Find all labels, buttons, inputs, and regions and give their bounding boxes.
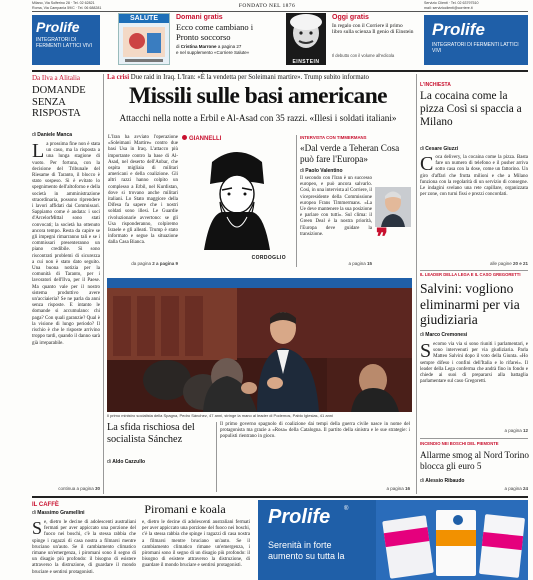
quote-icon: ❞ [376,224,388,249]
allarme-rule [420,438,528,439]
sanchez-byline: di Aldo Cazzullo [107,459,146,465]
promo-prolife-left[interactable] [32,15,100,65]
salute-tag: Domani gratis [176,14,223,21]
left-col-byline: di Daniele Manca [32,132,73,138]
lead-kicker: La crisi Due raid in Iraq. L'Iran: «È la vendetta per Soleimani martire». Trump subito informato [107,74,369,81]
sanchez-divider [216,422,217,492]
masthead-left-info: Milano, Via Solferino 28 · Tel. 02 62821 Roma, Via Campania 59/C · Tel. 06 688281 [32,1,102,10]
cocaina-kicker: L'INCHIESTA [420,82,451,88]
interview-byline: di Paolo Valentino [300,168,343,174]
founded-label: FONDATO NEL 1876 [238,3,296,9]
einstein-portrait [286,13,326,55]
caffe-label: IL CAFFÈ [32,502,59,508]
prolife-logo: Prolife [432,20,485,39]
allarme-kicker: INCENDIO NEI BOSCHI DEL PIEMONTE [420,441,499,446]
left-col-continue[interactable]: continua a pagina 30 [58,486,100,491]
sanchez-headline: La sfida rischiosa del socialista Sánchez [107,422,195,445]
salute-magazine-cover [118,13,170,65]
promo-prolife-bottom[interactable] [258,500,528,580]
interview-headline: «Dal verde a Teheran Cosa può fare l'Europa» [300,143,400,164]
salvini-rule [420,270,528,271]
caffe-headline: Piromani e koala [144,502,226,516]
lead-subhead: Attacchi nella notte a Erbil e Al-Asad con 35 razzi. «Illesi i soldati italiani» [119,113,397,123]
sanchez-continue[interactable]: a pagina 16 [386,486,410,491]
prolife-subtitle: INTEGRATORI DI FERMENTI LATTICI VIVI [432,42,519,54]
left-col-kicker: Da Ilva a Alitalia [32,74,81,82]
timmermans-portrait [375,187,411,227]
left-col-body: La prossima fine non è stata un caso, ma la risposta a una lunga stagione di vuoto. Per fortuna, con la decisione del Tribunale del Riesame di Taranto, il blocco è stato sospeso. Si è evitato lo spegnimento dell'altoforno e della società in amministrazione straordinaria, possono riprendere i lavori affidati dai Commissari. Sappiamo come è andata: i soci d'ArcelorMittal sono stati convocati; la società ha ottenuto ancora tempo. Resta da capire se gli impegni rimarranno tali e se i commissari presenteranno un piano credibile. Si sono riscontrati problemi di sicurezza a cui non è stato dato seguito. Una buona notizia per la comunità di Taranto, per i lavoratori dell'Ilva, per il Paese. Ma quanto vale per il nostro sistema produttivo avere un'acciaieria? Se ne parla da anni senza risposte. E intanto le domande si accumulano: chi paga? Con quali garanzie? Qual è la visione di lungo periodo? Il rischio è che le risposte arrivino troppo tardi, quando il danno sarà già irreparabile. [32,140,100,346]
caffe-dropcap: S [32,518,43,538]
left-col-divider [103,74,104,494]
prolife-bottom-logo: Prolife [268,506,331,528]
caffe-body-2: e, dietro le decine di adolescenti australiani fermati per aver appiccato una porzione del fuoco nei boschi, c'è la stessa rabbia che spinge i ragazzi di casa nostra a filmarsi mentre bruciano un'auto. Se il cambiamento climatico rimane un'emergenza, i piromani sono il segno di un disagio più profondo: il bisogno di esistere attraverso la distruzione, di guardare il mondo bruciare e sentirsi protagonisti. [142,520,250,569]
giannelli-cartoon [182,135,292,267]
interview-kicker: INTERVISTA CON TIMMERMANS [300,135,367,140]
einstein-headline: In regalo con il Corriere il primo libro sulla scienza Il genio di Einstein [332,23,414,36]
prolife-logo: Prolife [36,19,80,35]
einstein-book-cover [286,13,326,65]
cocaina-dropcap: C [420,153,434,175]
bottom-rule [32,496,528,498]
prolife-product-packs [376,500,528,580]
parliament-scene [107,288,412,412]
caffe-body-1: Se, dietro le decine di adolescenti australiani fermati per aver appiccato una porzione del fuoco nei boschi, c'è la stessa rabbia che spinge i ragazzi di casa nostra a filmarsi mentre bruciano un'auto. Se il cambiamento climatico rimane un'emergenza, i piromani sono il segno di un disagio più profondo: il bisogno di esistere attraverso la distruzione, di guardare il mondo bruciare e sentirsi protagonisti. [32,518,136,575]
registered-icon: ® [344,506,349,512]
sanchez-body: Il primo governo spagnolo di coalizione dai tempi della guerra civile nasce in nome del protagonista ma grazie a «Rosa» della Catalogna. Il partito della sinistra e le sue strategie: i populisti rientrano in gioco. [220,422,410,440]
spagna-photo [107,288,412,412]
salute-extra: e nel supplemento «Corriere Salute» [176,50,250,55]
teaser-einstein[interactable] [286,13,414,67]
salvini-dropcap: S [420,340,432,362]
giannelli-label: GIANNELLI [182,135,292,142]
salvini-headline: Salvini: vogliono eliminarmi per via giudiziaria [420,281,520,327]
cocaina-body: Coca delivery, la cocaina come la pizza. Basta fare un numero di telefono e il pusher arriva sotto casa con la dose, come un fattorino. Un giro d'affari che frutta milioni e che a Milano funziona con la regolarità di un servizio di consegne. Le indagini svelano una rete capillare, organizzata per zone, con turni fissi e prezzi concordati. [420,153,528,198]
allarme-byline: di Alessio Ribaudo [420,478,465,484]
einstein-tag: Oggi gratis [332,14,369,21]
giannelli-caption: CORDOGLIO [251,255,286,261]
left-col-title: DOMANDE SENZA RISPOSTA [32,85,86,119]
lead-continue[interactable]: da pagina 2 a pagina 9 [131,261,178,266]
salvini-byline: di Marco Cremonesi [420,332,468,338]
salute-magazine-title: SALUTE [119,14,169,23]
einstein-image-label: EINSTEIN [292,59,320,65]
salute-headline: Ecco come cambiano i Pronto soccorso [176,22,254,42]
allarme-continue[interactable]: a pagina 24 [504,486,528,491]
teaser-salute[interactable] [118,13,270,67]
interview-body: Il secondo con l'Iran è un successo europeo, e può ancora salvarlo. Così, in una intervista al Corriere, il vicepresidente della Commissione europea Frans Timmermans. «La Ue deve mantenere la sua posizione e parlare con tutti». Sul clima: il Green Deal è la nostra priorità, l'Europa deve guidare la transizione. [300,176,372,237]
timmermans-photo [375,187,411,227]
salvini-continue[interactable]: a pagina 12 [504,428,528,433]
masthead-rule [32,11,528,12]
prolife-bottom-tagline: Serenità in forte aumento su tutta la [268,540,345,561]
masthead-right-info: Servizio Clienti · Tel. 02 63797510 mail: servizioclienti@corriere.it [424,1,479,10]
interview-continue[interactable]: a pagina 15 [348,261,372,266]
lead-headline: Missili sulle basi americane [128,83,387,109]
salvini-kicker: IL LEADER DELLA LEGA E IL CASO GREGORETTI [420,272,521,277]
prolife-subtitle: INTEGRATORI DI FERMENTI LATTICI VIVI [36,37,93,49]
einstein-note: Il debutto con il volume all'edicola [332,53,395,58]
promo-prolife-right[interactable] [424,15,528,65]
cocaina-continue[interactable]: alle pagine 20 e 21 [489,261,528,266]
allarme-headline: Allarme smog al Nord Torino blocca gli euro 5 [420,450,529,471]
lead-body: L'Iran ha avviato l'operazione «Soleimani Martire» contro due basi Usa in Iraq. L'attacco più importante contro la base di Al-Asad, nel deserto dell'Anbar, che ospita migliaia di militari americani e della coalizione. Gli altri razzi hanno colpito un complesso a Erbil, nel Kurdistan, dove si trovano anche militari italiani. Lo Stato maggiore della Difesa fa sapere che i nostri soldati sono illesi. Le Guardie rivoluzionarie avvertono: se gli Usa risponderanno, colpiremo Israele e gli alleati. Trump è stato informato e segue la situazione dalla Casa Bianca. [108,135,178,246]
salute-cover-illustration [119,23,169,65]
cocaina-byline: di Cesare Giuzzi [420,146,459,152]
spagna-strip [107,278,412,288]
left-col-dropcap: L [32,140,45,162]
interview-divider [296,135,297,267]
salvini-body: Secomo via via si sono riuniti i parlamentari, e sono intervenuti per via giudiziaria. Parla Matteo Salvini dopo il voto della Giunta. «Ho sempre difeso i confini dell'Italia e lo rifarei». Il leader della Lega conferma che andrà fino in fondo e chiede ai suoi di prepararsi alla battaglia parlamentare sul caso Gregoretti. [420,340,528,385]
spagna-caption: Il primo ministro socialista della Spagna, Pedro Sánchez, 47 anni, stringe la mano al leader di Podemos, Pablo Iglesias, 41 anni [107,413,333,418]
right-col-divider [416,74,417,494]
caffe-byline: di Massimo Gramellini [32,510,85,516]
cocaina-headline: La cocaina come la pizza Così si spaccia a Milano [420,90,522,128]
header-rule [32,70,528,72]
giannelli-drawing [182,142,292,252]
salute-byline: di Cristina Marrone a pagina 27 [176,44,242,49]
